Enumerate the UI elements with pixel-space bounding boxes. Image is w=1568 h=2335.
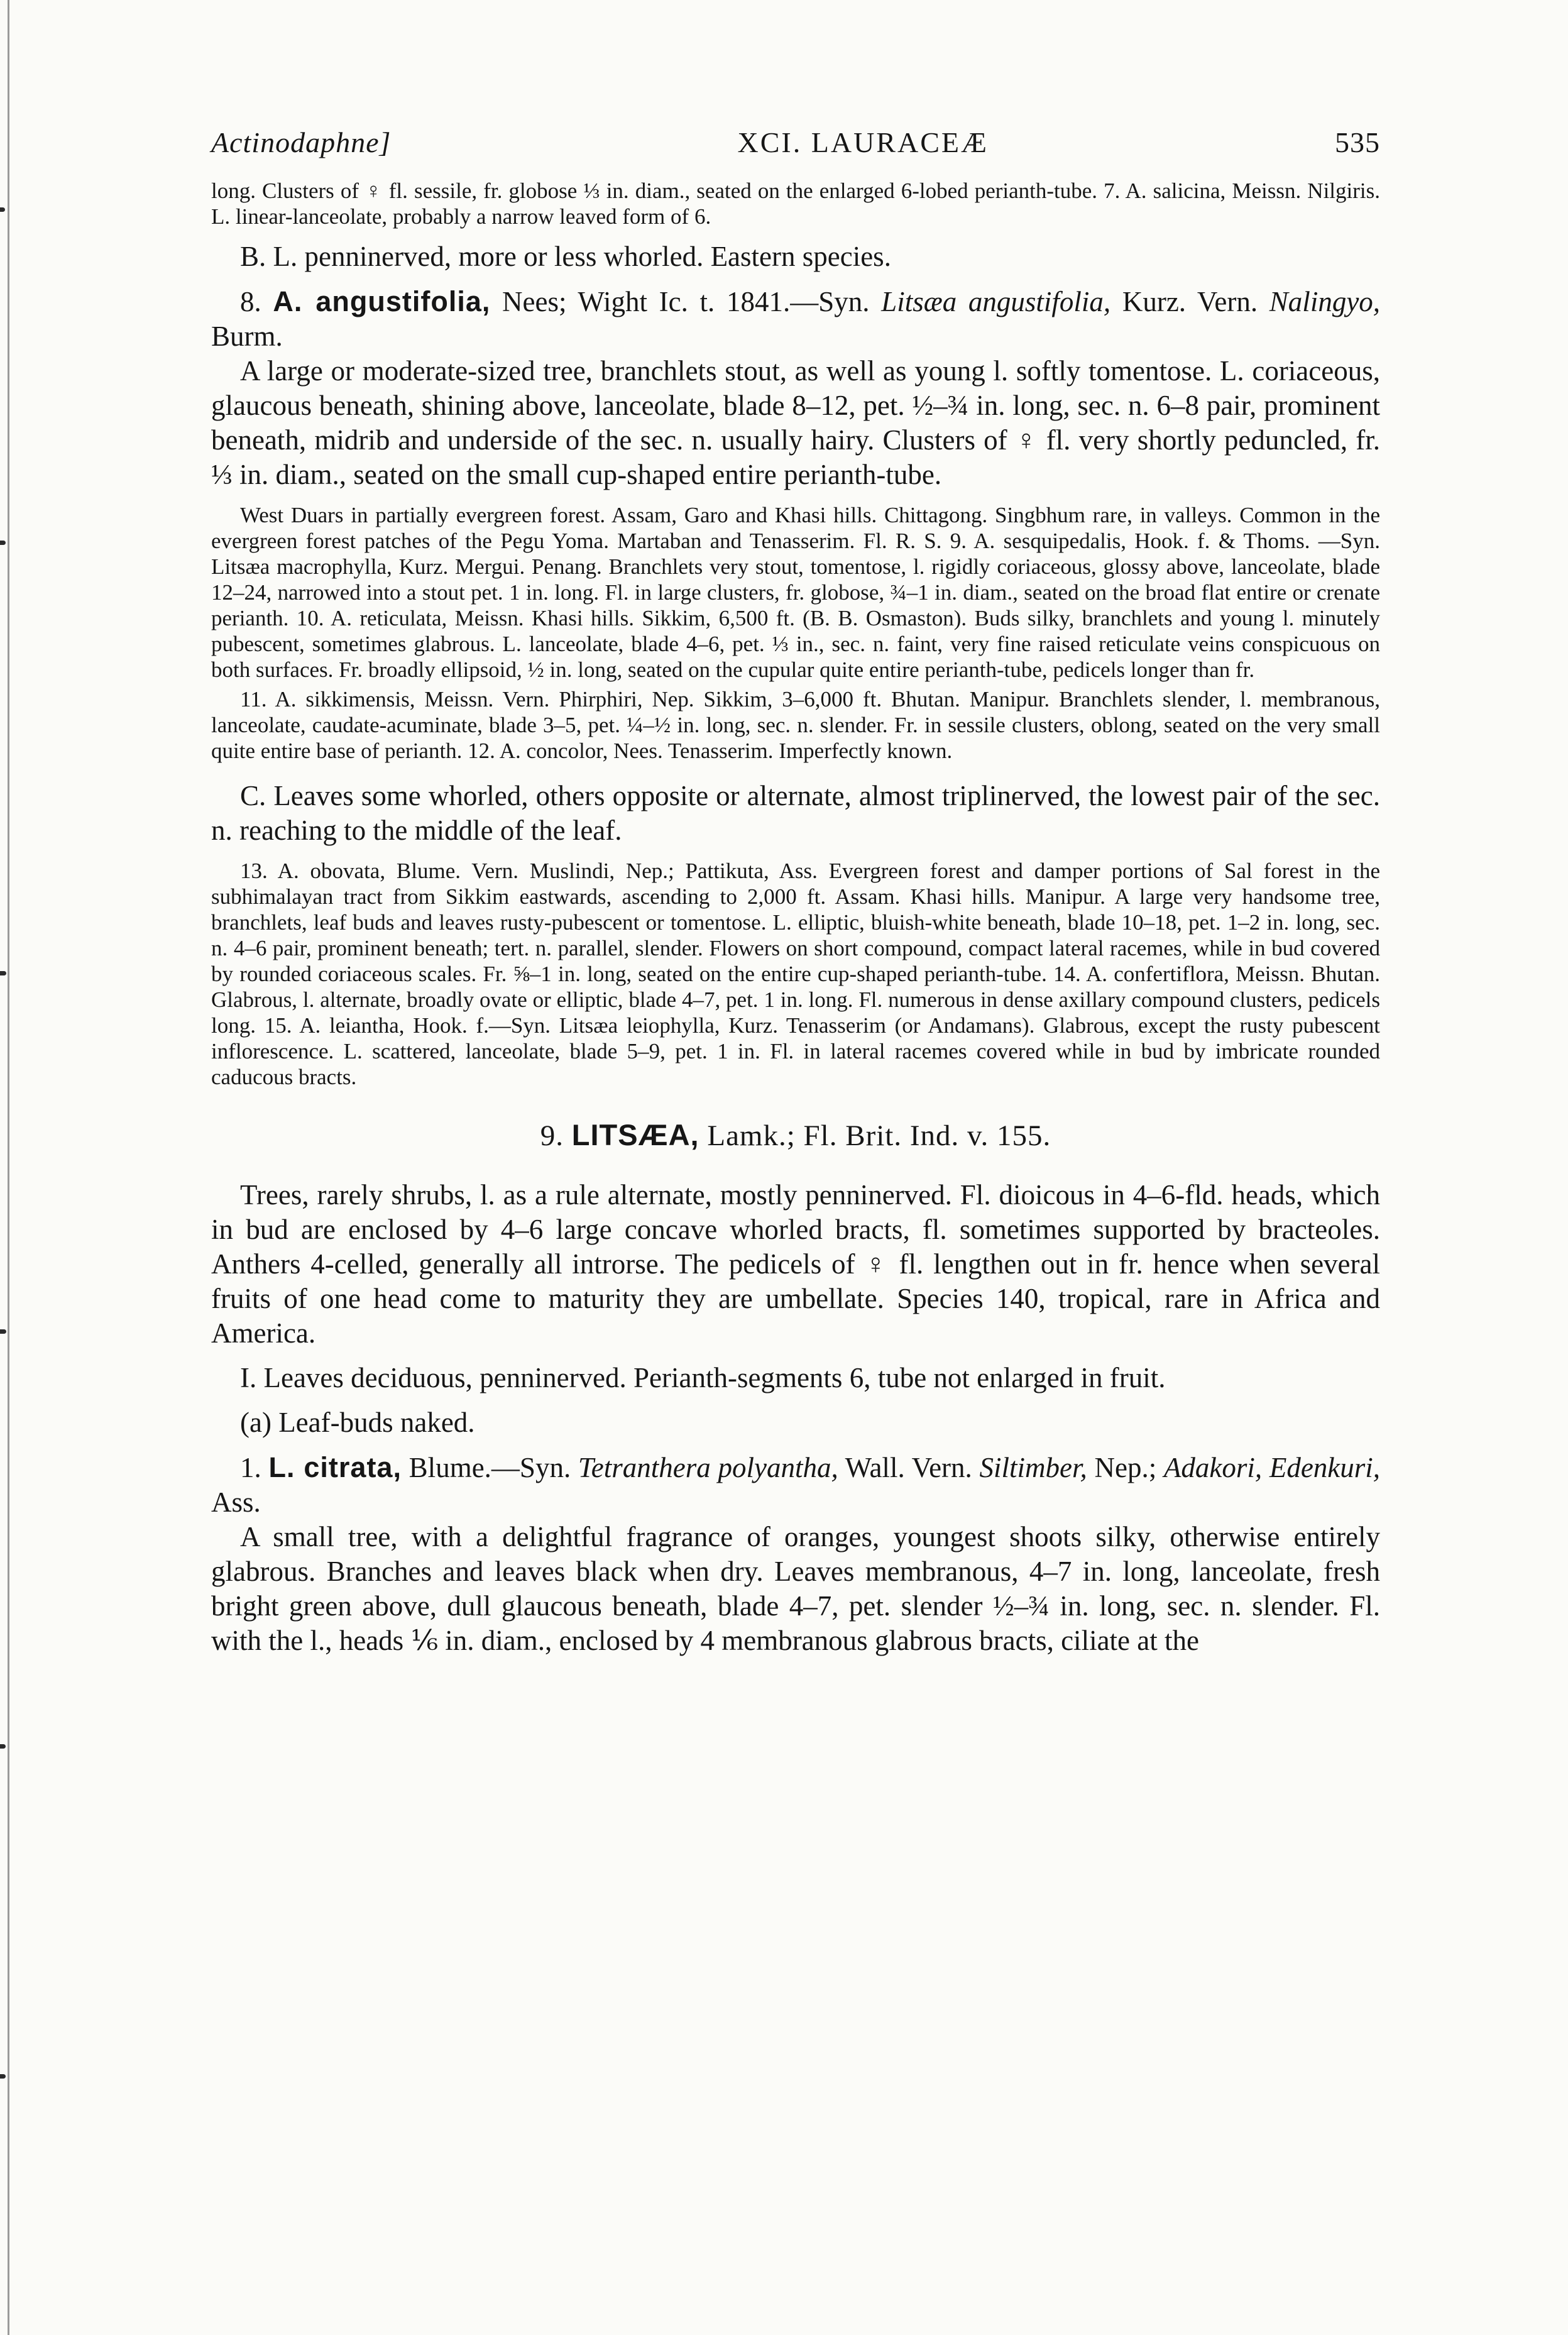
- species-8-description: A large or moderate-sized tree, branchlets stout, as well as young l. softly tomentose. L. coriaceous, glaucous beneath, shining above, lanceolate, blade 8–12, pet. ½–¾ in. long, sec. n. 6–8 pair, prominent beneath, midrib and underside of the sec. n. usually hairy. Clusters of ♀ fl. very shortly peduncled, fr. ⅓ in. diam., seated on the small cup-shaped entire perianth-tube.: [211, 355, 1380, 490]
- page-number: 535: [1335, 126, 1380, 158]
- genus-description: Trees, rarely shrubs, l. as a rule alternate, mostly penninerved. Fl. dioicous in 4–6-fld. heads, which in bud are enclosed by 4–6 large concave whorled bracts, fl. sometimes supported by bracteoles. Anthers 4-celled, generally all introrse. The pedicels of ♀ fl. lengthen out in fr. hence when several fruits of one head come to maturity they are umbellate. Species 140, tropical, rare in Africa and America.: [211, 1179, 1380, 1349]
- continuation-text: long. Clusters of ♀ fl. sessile, fr. globose ⅓ in. diam., seated on the enlarged 6-lobed perianth-tube. 7. A. salicina, Meissn. Nilgiris. L. linear-lanceolate, probably a narrow leaved form of 6.: [211, 179, 1380, 229]
- species-1-heading: 1. L. citrata, Blume.—Syn. Tetranthera polyantha, Wall. Vern. Siltimber, Nep.; Adakori, Edenkuri, Ass.: [211, 1451, 1381, 1518]
- header-left: Actinodaphne]: [211, 126, 392, 158]
- species-8-name: A. angustifolia,: [273, 285, 491, 317]
- page-edge: [0, 0, 9, 2335]
- subsection-a-heading: (a) Leaf-buds naked.: [240, 1407, 475, 1438]
- section-c-heading: C. Leaves some whorled, others opposite or alternate, almost triplinerved, the lowest pair of the sec. n. reaching to the middle of the leaf.: [211, 780, 1380, 846]
- species-1-description: A small tree, with a delightful fragrance of oranges, youngest shoots silky, otherwise entirely glabrous. Branches and leaves black when dry. Leaves membranous, 4–7 in. long, lanceolate, fresh bright green above, dull glaucous beneath, blade 4–7, pet. slender ½–¾ in. long, sec. n. slender. Fl. with the l., heads ⅙ in. diam., enclosed by 4 membranous glabrous bracts, ciliate at the: [211, 1521, 1380, 1656]
- species-1-name: L. citrata,: [268, 1451, 402, 1483]
- header-title: XCI. LAURACEÆ: [737, 126, 989, 158]
- note-species-9-10: West Duars in partially evergreen forest. Assam, Garo and Khasi hills. Chittagong. Singbhum rare, in valleys. Common in the evergreen forest patches of the Pegu Yoma. Martaban and Tenasserim. Fl. R. S. 9. A. sesquipedalis, Hook. f. & Thoms. —Syn. Litsæa macrophylla, Kurz. Mergui. Penang. Branchlets very stout, tomentose, l. rigidly coriaceous, glossy above, lanceolate, blade 12–24, narrowed into a stout pet. 1 in. long. Fl. in large clusters, fr. globose, ¾–1 in. diam., seated on the broad flat entire or crenate perianth. 10. A. reticulata, Meissn. Khasi hills. Sikkim, 6,500 ft. (B. B. Osmaston). Buds silky, branchlets and young l. minutely pubescent, sometimes glabrous. L. lanceolate, blade 4–6, pet. ⅓ in., sec. n. faint, very fine raised reticulate veins conspicuous on both surfaces. Fr. broadly ellipsoid, ½ in. long, seated on the cupular quite entire perianth-tube, pedicels longer than fr.: [211, 503, 1380, 682]
- note-species-11-12: 11. A. sikkimensis, Meissn. Vern. Phirphiri, Nep. Sikkim, 3–6,000 ft. Bhutan. Manipur. Branchlets slender, l. membranous, lanceolate, caudate-acuminate, blade 3–5, pet. ¼–½ in. long, sec. n. slender. Fr. in sessile clusters, oblong, seated on the very small quite entire base of perianth. 12. A. concolor, Nees. Tenasserim. Imperfectly known.: [211, 687, 1380, 763]
- genus-name: LITSÆA,: [571, 1118, 699, 1151]
- genus-heading: 9. LITSÆA, Lamk.; Fl. Brit. Ind. v. 155.: [540, 1118, 1051, 1152]
- running-header: [211, 126, 1380, 159]
- section-b-heading: B. L. penninerved, more or less whorled. Eastern species.: [240, 241, 891, 272]
- species-8-heading: 8. A. angustifolia, Nees; Wight Ic. t. 1841.—Syn. Litsæa angustifolia, Kurz. Vern. Nalingyo, Burm.: [211, 285, 1381, 352]
- section-i-heading: I. Leaves deciduous, penninerved. Perianth-segments 6, tube not enlarged in fruit.: [240, 1362, 1166, 1393]
- note-species-13-15: 13. A. obovata, Blume. Vern. Muslindi, Nep.; Pattikuta, Ass. Evergreen forest and damper portions of Sal forest in the subhimalayan tract from Sikkim eastwards, ascending to 2,000 ft. Assam. Khasi hills. Manipur. A large very handsome tree, branchlets, leaf buds and leaves rusty-pubescent or tomentose. L. elliptic, bluish-white beneath, blade 10–18, pet. 1–2 in. long, sec. n. 4–6 pair, prominent beneath; tert. n. parallel, slender. Flowers on short compound, compact lateral racemes, while in bud covered by rounded coriaceous scales. Fr. ⅝–1 in. long, seated on the entire cup-shaped perianth-tube. 14. A. confertiflora, Meissn. Bhutan. Glabrous, l. alternate, broadly ovate or elliptic, blade 4–7, pet. 1 in. long. Fl. numerous in dense axillary compound clusters, pedicels long. 15. A. leiantha, Hook. f.—Syn. Litsæa leiophylla, Kurz. Tenasserim (or Andamans). Glabrous, except the rusty pubescent inflorescence. L. scattered, lanceolate, blade 5–9, pet. 1 in. Fl. in lateral racemes covered while in bud by imbricate rounded caducous bracts.: [211, 859, 1380, 1089]
- page: [211, 126, 1380, 1658]
